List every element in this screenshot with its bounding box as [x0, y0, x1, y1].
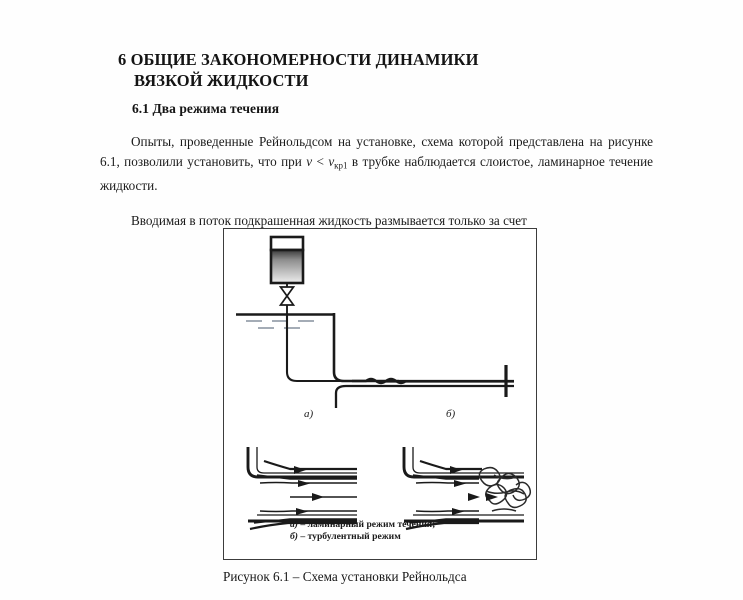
- paragraph-1-text-after-formula: в трубке наблюдается слоистое, ламинарное течение жидкости.: [100, 153, 653, 193]
- velocity-symbol-base: v: [328, 153, 335, 169]
- page-title: [118, 49, 638, 91]
- tank-right-wall: [334, 313, 399, 381]
- dye-injection-tube: [287, 313, 376, 381]
- figure-caption: Рисунок 6.1 – Схема установки Рейнольдса: [223, 569, 467, 584]
- water-reservoir: [236, 313, 399, 381]
- legend-line-laminar: [290, 519, 435, 531]
- body-paragraph-2: Вводимая в поток подкрашенная жидкость размывается только за счет: [131, 213, 527, 229]
- legend-text-b: – турбулентный режим: [297, 530, 401, 542]
- legend-text-a: – ламинарный режим течения;: [298, 519, 436, 530]
- chapter-title-line-2: ВЯЗКОЙ ЖИДКОСТИ: [134, 71, 309, 91]
- velocity-symbol: v: [306, 153, 313, 169]
- chapter-title-line-1: 6 ОБЩИЕ ЗАКОНОМЕРНОСТИ ДИНАМИКИ: [118, 50, 479, 70]
- section-heading: 6.1 Два режима течения: [132, 101, 280, 117]
- turbulent-eddies: [479, 468, 530, 511]
- water-hatching: [246, 321, 314, 328]
- body-paragraph-1: [100, 132, 653, 195]
- velocity-subscript: кр1: [334, 160, 348, 171]
- dye-control-valve: [281, 287, 294, 305]
- paragraph-1-text-before-formula: Опыты, проведенные Рейнольдсом на установке, схема которой представлена на рисунке 6.1, позволили установить, что при: [100, 134, 653, 169]
- figure-sublabel-b: б): [446, 408, 456, 420]
- reynolds-apparatus-diagram: [224, 229, 538, 561]
- dye-reservoir-tank: [271, 237, 303, 283]
- turbulent-flow-streamlines: [404, 447, 530, 529]
- figure-legend: [290, 519, 435, 542]
- figure-sublabel-a: а): [304, 408, 314, 420]
- glass-observation-tube: [336, 379, 514, 408]
- figure-6-1: [223, 228, 537, 560]
- inline-formula-critical-velocity: [306, 154, 347, 169]
- critical-velocity-symbol: [328, 154, 347, 169]
- legend-line-turbulent: [290, 531, 435, 543]
- legend-key-b: б): [290, 530, 298, 542]
- laminar-flow-streamlines: [248, 447, 357, 529]
- legend-key-a: а): [290, 519, 298, 530]
- less-than-sign: <: [312, 153, 329, 169]
